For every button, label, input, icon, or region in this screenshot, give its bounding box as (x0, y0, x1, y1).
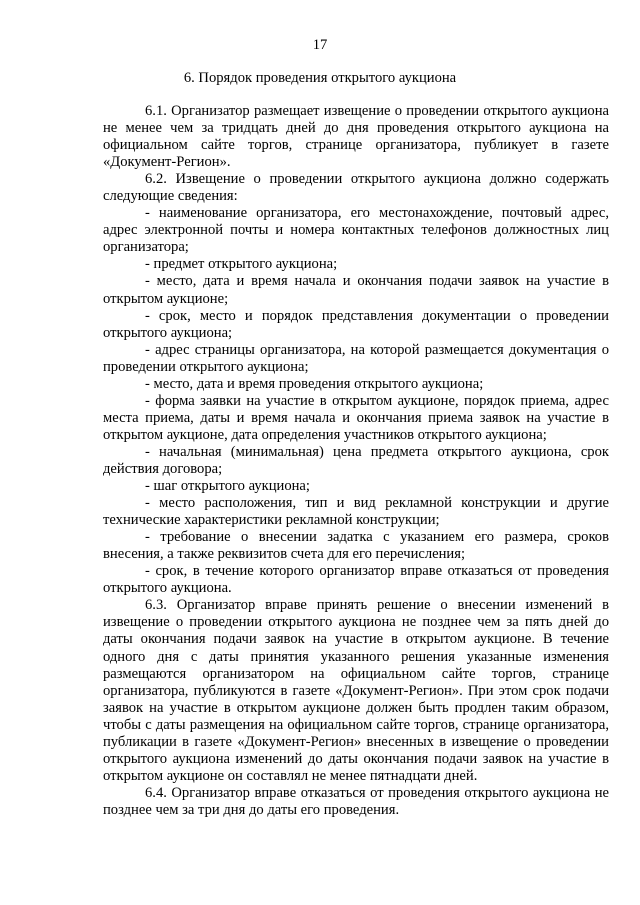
section-title: 6. Порядок проведения открытого аукциона (183, 70, 457, 86)
paragraph-6-3: 6.3. Организатор вправе принять решение о внесении изменений в извещение о проведении открытого аукциона не позднее чем за пять дней до даты окончания подачи заявок на участие в открытом аукционе. В течение одного дня с даты принятия указанного решения указанные изменения размещаются организатором на официальном сайте торгов, странице организатора, публикуются в газете «Документ-Регион». При этом срок подачи заявок на участие в открытом аукционе должен быть продлен таким образом, чтобы с даты размещения на официальном сайте торгов, странице организатора, публикации в газете «Документ-Регион» внесенных в извещение о проведении открытого аукциона изменений до даты окончания подачи заявок на участие в открытом аукционе он составлял не менее пятнадцати дней. (103, 597, 609, 784)
list-item-application-period: - место, дата и время начала и окончания подачи заявок на участие в открытом аукционе; (103, 273, 609, 307)
paragraph-6-2: 6.2. Извещение о проведении открытого аукциона должно содержать следующие сведения: (103, 171, 609, 205)
list-item-documentation-procedure: - срок, место и порядок представления документации о проведении открытого аукциона; (103, 307, 609, 341)
paragraph-6-1: 6.1. Организатор размещает извещение о проведении открытого аукциона не менее чем за тридцать дней до дня проведения открытого аукциона на официальном сайте торгов, странице организатора, публикует в газете «Документ-Регион». (103, 103, 609, 171)
list-item-auction-step: - шаг открытого аукциона; (145, 478, 310, 495)
list-item-deposit: - требование о внесении задатка с указанием его размера, сроков внесения, а также реквизитов счета для его перечисления; (103, 529, 609, 563)
list-item-auction-place-time: - место, дата и время проведения открытого аукциона; (145, 375, 484, 392)
body-text (103, 103, 609, 819)
list-item-refusal-period: - срок, в течение которого организатор вправе отказаться от проведения открытого аукциона. (103, 563, 609, 597)
list-item-application-form: - форма заявки на участие в открытом аукционе, порядок приема, адрес места приема, даты и время начала и окончания приема заявок на участие в открытом аукционе, дата определения участников открытого аукциона; (103, 392, 609, 443)
paragraph-6-4: 6.4. Организатор вправе отказаться от проведения открытого аукциона не позднее чем за три дня до даты его проведения. (103, 784, 609, 818)
list-item-organizer-page: - адрес страницы организатора, на которой размещается документация о проведении открытого аукциона; (103, 341, 609, 375)
list-item-starting-price: - начальная (минимальная) цена предмета открытого аукциона, срок действия договора; (103, 443, 609, 477)
page-number: 17 (312, 37, 328, 53)
list-item-ad-structure: - место расположения, тип и вид рекламной конструкции и другие технические характеристики рекламной конструкции; (103, 495, 609, 529)
list-item-auction-subject: - предмет открытого аукциона; (145, 256, 338, 273)
list-item-organizer-info: - наименование организатора, его местонахождение, почтовый адрес, адрес электронной почты и номера контактных телефонов должностных лиц организатора; (103, 205, 609, 256)
